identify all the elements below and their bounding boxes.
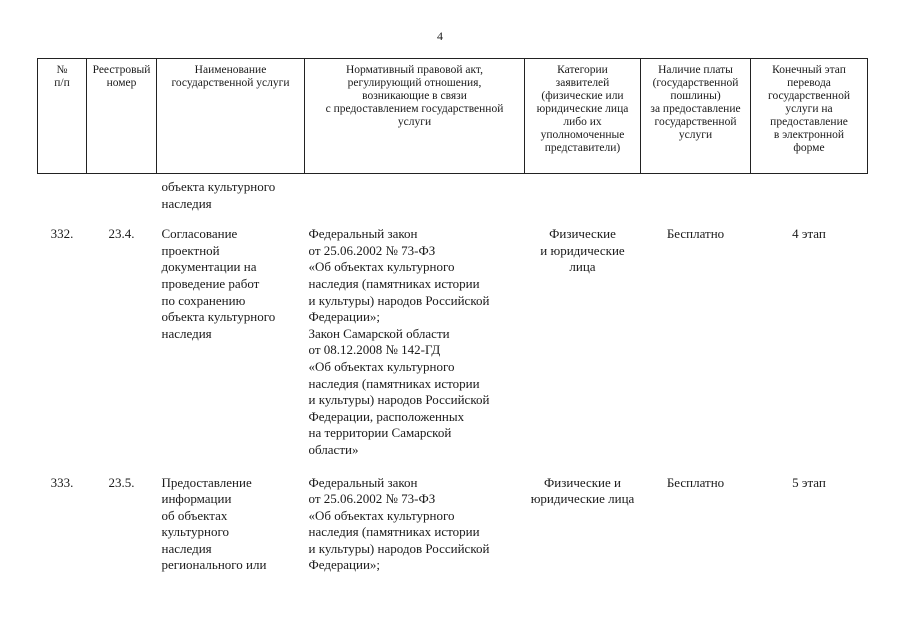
services-registry-table [37,58,868,574]
header-final-stage: Конечный этап перевода государственной услуги на предоставление в электронной форме [751,59,868,174]
cell-service-name: Предоставление информации об объектах культурного наследия регионального или [161,474,267,573]
header-applicant-categories: Категории заявителей (физические или юридические лица либо их уполномоченные представители) [525,59,641,174]
cell-legal-act: Федеральный закон от 25.06.2002 № 73-ФЗ «Об объектах культурного наследия (памятниках истории и культуры) народов Российской Федерации»; [308,474,490,573]
header-registry-number: Реестровый номер [87,59,157,174]
cell-service-name: объекта культурного наследия [161,179,276,211]
page-number: 4 [437,29,443,43]
header-legal-act: Нормативный правовой акт, регулирующий отношения, возникающие в связи с предоставлением государственной услуги [305,59,525,174]
cell-final-stage: 5 этап [792,474,826,490]
cell-fee: Бесплатно [666,226,725,242]
cell-applicant-categories: Физические и юридические лица [540,226,625,275]
header-number: № п/п [38,59,87,174]
cell-service-name: Согласование проектной документации на проведение работ по сохранению объекта культурного наследия [161,226,276,341]
table-row [38,226,868,474]
cell-number: 333. [50,474,74,490]
cell-number: 332. [50,226,74,242]
cell-registry-number: 23.4. [108,226,135,242]
header-service-name: Наименование государственной услуги [157,59,305,174]
cell-fee: Бесплатно [666,474,725,490]
header-fee: Наличие платы (государственной пошлины) за предоставление государственной услуги [641,59,751,174]
table-row [38,475,868,575]
cell-final-stage: 4 этап [792,226,826,242]
cell-applicant-categories: Физические и юридические лица [530,474,635,507]
table-row-continuation [38,174,868,227]
table-header-row [38,59,868,174]
cell-legal-act: Федеральный закон от 25.06.2002 № 73-ФЗ «Об объектах культурного наследия (памятниках истории и культуры) народов Российской Федерации»; Закон Самарской области от 08.12.2008 № 142-ГД «Об объектах культурного наследия (памятниках истории и культуры) народов Российской Федерации, расположенных на территории Самарской области» [308,226,490,457]
cell-registry-number: 23.5. [108,474,135,490]
